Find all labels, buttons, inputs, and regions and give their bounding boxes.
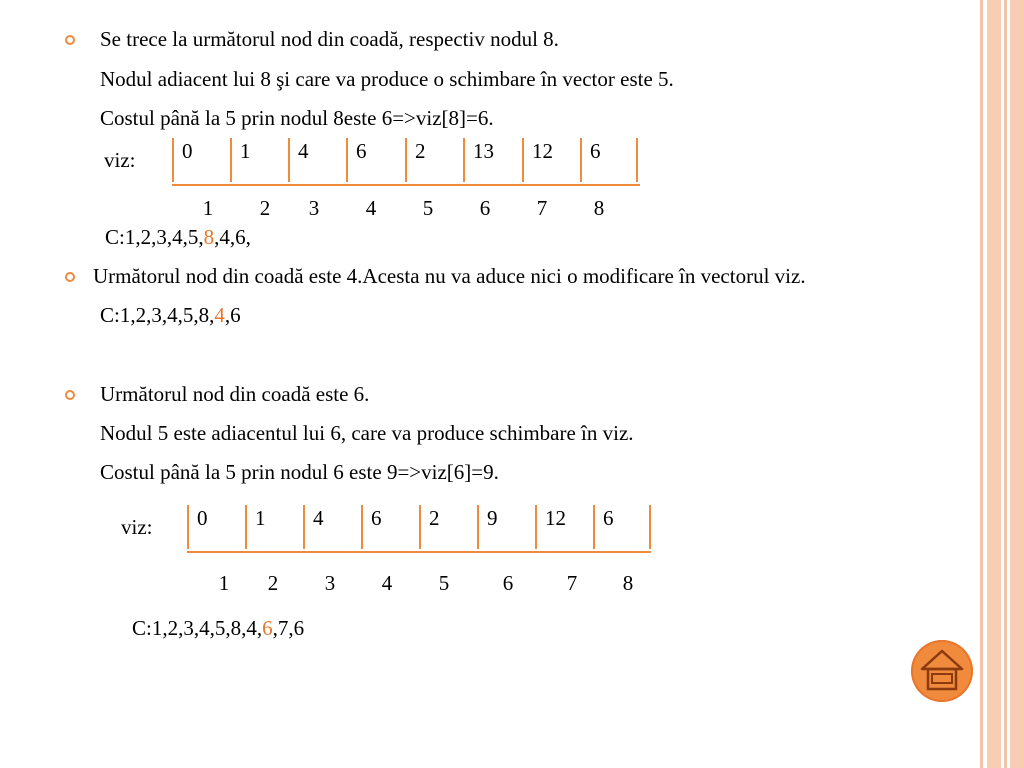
block1-line1: Se trece la următorul nod din coadă, respectiv nodul 8. [100,27,559,51]
viz-cell: 2 [419,505,478,549]
index-label: 8 [622,571,634,595]
viz-cell: 12 [522,138,581,182]
index-label: 1 [218,571,230,595]
stripe [987,0,1001,768]
index-label: 2 [259,196,271,220]
queue-line-3 [132,615,304,641]
viz-array-1 [172,138,640,186]
viz-cell: 4 [303,505,362,549]
index-label: 1 [202,196,214,220]
queue-current-node: 4 [214,303,225,327]
index-label: 4 [381,571,393,595]
queue-suffix: ,6 [224,303,241,327]
block1-line2: Nodul adiacent lui 8 şi care va produce o schimbare în vector este 5. [100,67,674,91]
index-label: 7 [536,196,548,220]
home-icon [911,640,973,702]
index-label: 2 [267,571,279,595]
viz-cell: 1 [230,138,289,182]
queue-current-node: 6 [262,616,273,640]
viz-cell: 0 [172,138,231,182]
home-button[interactable] [911,640,973,702]
viz-array-2 [187,505,651,553]
viz-cell: 6 [361,505,420,549]
circle-bullet-icon [65,272,75,282]
viz-cell: 12 [535,505,594,549]
viz-cell: 6 [346,138,405,182]
circle-bullet-icon [65,390,75,400]
index-label: 3 [308,196,320,220]
index-label: 6 [502,571,514,595]
viz-cell: 9 [477,505,536,549]
index-label: 3 [324,571,336,595]
queue-suffix: ,4,6, [214,225,251,249]
viz-cell: 0 [187,505,246,549]
stripe [1004,0,1007,768]
viz-cell: 6 [580,138,638,182]
block3-line3: Costul până la 5 prin nodul 6 este 9=>viz[6]=9. [100,460,499,484]
viz-cell: 6 [593,505,651,549]
index-label: 4 [365,196,377,220]
queue-line-1 [105,224,251,250]
queue-prefix: C:1,2,3,4,5,8,4, [132,616,263,640]
circle-bullet-icon [65,35,75,45]
queue-current-node: 8 [203,225,215,249]
viz-cell: 4 [288,138,347,182]
queue-prefix: C:1,2,3,4,5,8, [100,303,215,327]
queue-prefix: C:1,2,3,4,5, [105,225,204,249]
stripe [1010,0,1024,768]
block3-line1: Următorul nod din coadă este 6. [100,382,370,406]
queue-suffix: ,7,6 [272,616,305,640]
index-label: 5 [438,571,450,595]
block3-line2: Nodul 5 este adiacentul lui 6, care va produce schimbare în viz. [100,421,634,445]
decorative-stripes [980,0,1024,768]
viz-cell: 1 [245,505,304,549]
viz-cell: 2 [405,138,464,182]
index-label: 6 [479,196,491,220]
stripe [980,0,983,768]
viz-label: viz: [121,515,153,539]
viz-label: viz: [104,148,136,172]
index-label: 5 [422,196,434,220]
index-label: 8 [593,196,605,220]
index-label: 7 [566,571,578,595]
block2-line1: Următorul nod din coadă este 4.Acesta nu va aduce nici o modificare în vectorul viz. [93,264,806,288]
block1-line3: Costul până la 5 prin nodul 8este 6=>viz[8]=6. [100,106,494,130]
viz-cell: 13 [463,138,522,182]
queue-line-2 [100,302,241,328]
